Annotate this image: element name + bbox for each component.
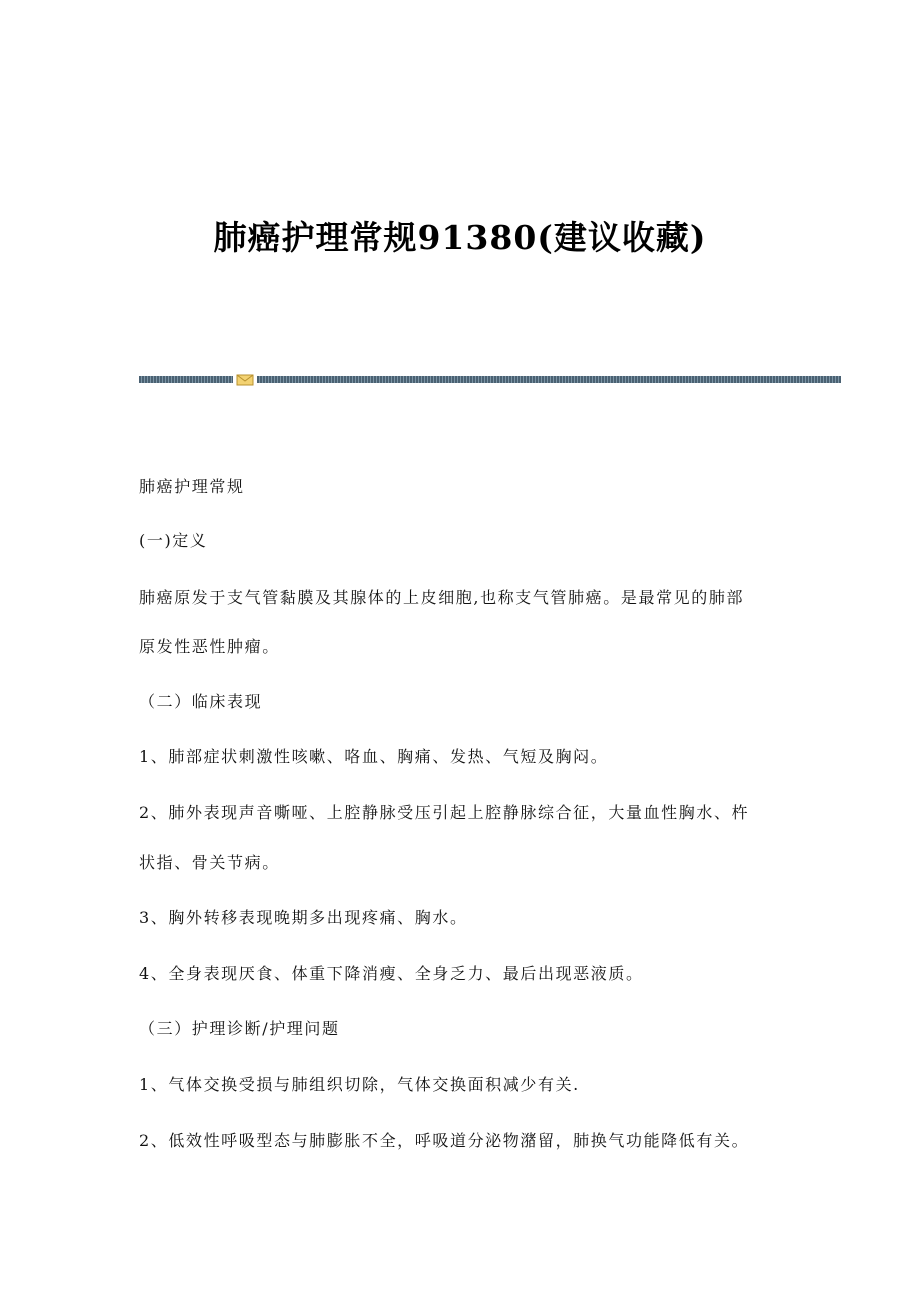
subheading-definition: (一)定义 [139, 531, 208, 550]
list-item: 1、肺部症状刺激性咳嗽、咯血、胸痛、发热、气短及胸闷。 [139, 747, 609, 766]
section-heading: 肺癌护理常规 [139, 477, 245, 496]
title-divider [139, 374, 841, 386]
list-item: 1、气体交换受损与肺组织切除，气体交换面积减少有关. [139, 1075, 580, 1094]
body-paragraph: 肺癌原发于支气管黏膜及其腺体的上皮细胞,也称支气管肺癌。是最常见的肺部 [139, 588, 745, 607]
subheading-clinical: （二）临床表现 [139, 692, 263, 711]
list-item: 3、胸外转移表现晚期多出现疼痛、胸水。 [139, 908, 468, 927]
subheading-diagnosis: （三）护理诊断/护理问题 [139, 1019, 340, 1038]
list-item: 2、低效性呼吸型态与肺膨胀不全，呼吸道分泌物潴留，肺换气功能降低有关。 [139, 1131, 750, 1150]
body-paragraph: 原发性恶性肿瘤。 [139, 637, 280, 656]
list-item: 4、全身表现厌食、体重下降消瘦、全身乏力、最后出现恶液质。 [139, 964, 644, 983]
document-title: 肺癌护理常规91380(建议收藏) [213, 218, 707, 257]
divider-bar-left [139, 376, 233, 383]
envelope-icon [236, 374, 254, 386]
list-item-continued: 状指、骨关节病。 [139, 853, 280, 872]
divider-bar-right [257, 376, 841, 383]
list-item: 2、肺外表现声音嘶哑、上腔静脉受压引起上腔静脉综合征，大量血性胸水、杵 [139, 803, 750, 822]
